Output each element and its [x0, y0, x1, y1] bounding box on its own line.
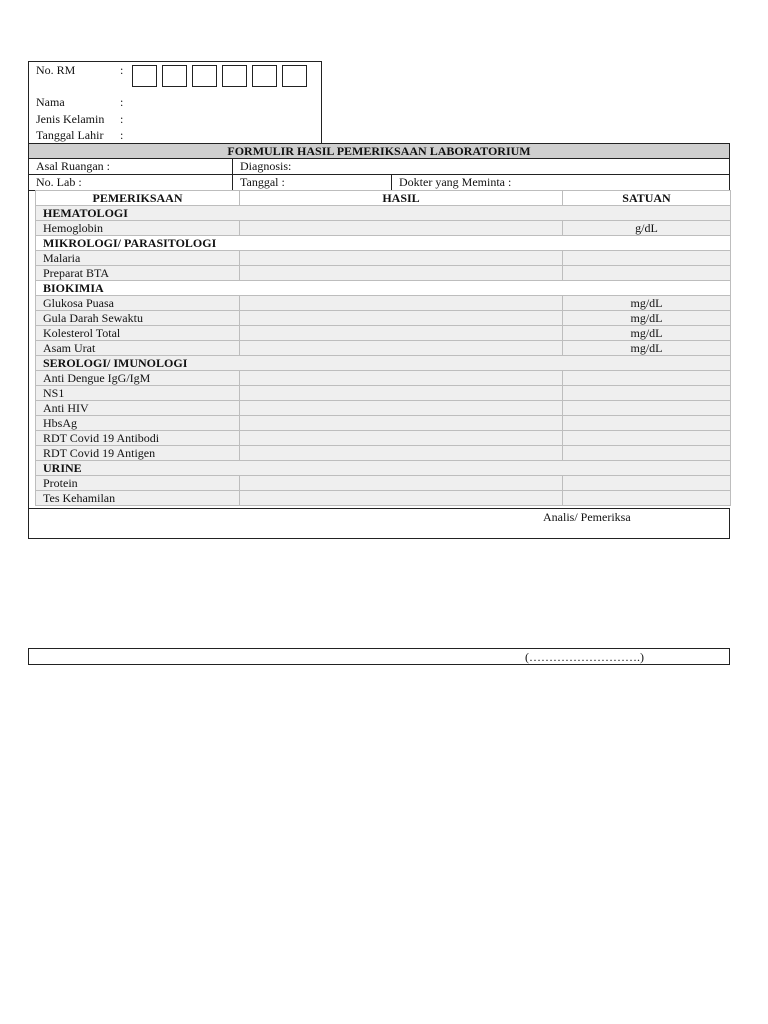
rm-digit-box-3[interactable]	[192, 65, 217, 87]
unit-cell: mg/dL	[563, 341, 731, 356]
rm-digit-box-2[interactable]	[162, 65, 187, 87]
header-hasil: HASIL	[240, 191, 563, 206]
test-row	[36, 416, 731, 431]
result-cell[interactable]	[240, 371, 563, 386]
test-name: Glukosa Puasa	[36, 296, 240, 311]
unit-cell	[563, 251, 731, 266]
test-row	[36, 296, 731, 311]
info-row-1	[28, 159, 730, 175]
asal-ruangan-field[interactable]: Asal Ruangan :	[36, 159, 110, 173]
test-name: Malaria	[36, 251, 240, 266]
test-row	[36, 341, 731, 356]
unit-cell	[563, 401, 731, 416]
test-row	[36, 431, 731, 446]
test-row	[36, 386, 731, 401]
table-left-border	[28, 190, 29, 508]
lab-results-table	[35, 190, 731, 506]
test-row	[36, 401, 731, 416]
section-label: SEROLOGI/ IMUNOLOGI	[36, 356, 731, 371]
rm-label: No. RM	[36, 63, 76, 77]
section-row	[36, 236, 731, 251]
unit-cell	[563, 386, 731, 401]
unit-cell	[563, 266, 731, 281]
result-cell[interactable]	[240, 416, 563, 431]
unit-cell: mg/dL	[563, 311, 731, 326]
test-name: Hemoglobin	[36, 221, 240, 236]
name-colon: :	[120, 95, 124, 109]
test-row	[36, 221, 731, 236]
table-header-row	[36, 191, 731, 206]
result-cell[interactable]	[240, 491, 563, 506]
rm-digit-box-4[interactable]	[222, 65, 247, 87]
result-cell[interactable]	[240, 431, 563, 446]
unit-cell	[563, 431, 731, 446]
test-name: NS1	[36, 386, 240, 401]
test-row	[36, 326, 731, 341]
test-row	[36, 266, 731, 281]
section-row	[36, 206, 731, 221]
unit-cell: mg/dL	[563, 326, 731, 341]
header-satuan: SATUAN	[563, 191, 731, 206]
test-row	[36, 491, 731, 506]
result-cell[interactable]	[240, 446, 563, 461]
test-row	[36, 371, 731, 386]
section-label: URINE	[36, 461, 731, 476]
test-name: Preparat BTA	[36, 266, 240, 281]
result-cell[interactable]	[240, 311, 563, 326]
section-row	[36, 281, 731, 296]
test-name: Kolesterol Total	[36, 326, 240, 341]
unit-cell	[563, 416, 731, 431]
result-cell[interactable]	[240, 251, 563, 266]
test-name: Tes Kehamilan	[36, 491, 240, 506]
result-cell[interactable]	[240, 221, 563, 236]
signature-name-box	[28, 648, 730, 665]
test-name: RDT Covid 19 Antibodi	[36, 431, 240, 446]
test-name: Gula Darah Sewaktu	[36, 311, 240, 326]
result-cell[interactable]	[240, 341, 563, 356]
unit-cell: g/dL	[563, 221, 731, 236]
result-cell[interactable]	[240, 296, 563, 311]
section-label: HEMATOLOGI	[36, 206, 731, 221]
unit-cell	[563, 371, 731, 386]
section-row	[36, 461, 731, 476]
unit-cell	[563, 446, 731, 461]
test-row	[36, 251, 731, 266]
signature-label: Analis/ Pemeriksa	[543, 510, 631, 524]
gender-colon: :	[120, 112, 124, 126]
dob-label: Tanggal Lahir	[36, 128, 104, 142]
rm-digit-box-1[interactable]	[132, 65, 157, 87]
diagnosis-field[interactable]: Diagnosis:	[232, 159, 729, 174]
test-row	[36, 311, 731, 326]
rm-digit-box-6[interactable]	[282, 65, 307, 87]
name-label: Nama	[36, 95, 65, 109]
info-row-2	[28, 175, 730, 191]
section-row	[36, 356, 731, 371]
rm-colon: :	[120, 63, 124, 77]
test-name: HbsAg	[36, 416, 240, 431]
dokter-field[interactable]: Dokter yang Meminta :	[391, 175, 729, 190]
test-name: Protein	[36, 476, 240, 491]
gender-label: Jenis Kelamin	[36, 112, 105, 126]
section-label: MIKROLOGI/ PARASITOLOGI	[36, 236, 731, 251]
test-name: RDT Covid 19 Antigen	[36, 446, 240, 461]
unit-cell	[563, 491, 731, 506]
unit-cell: mg/dL	[563, 296, 731, 311]
patient-info-box	[28, 61, 322, 143]
test-name: Anti Dengue IgG/IgM	[36, 371, 240, 386]
result-cell[interactable]	[240, 266, 563, 281]
test-row	[36, 476, 731, 491]
rm-digit-box-5[interactable]	[252, 65, 277, 87]
section-label: BIOKIMIA	[36, 281, 731, 296]
test-row	[36, 446, 731, 461]
unit-cell	[563, 476, 731, 491]
tanggal-field[interactable]: Tanggal :	[232, 175, 391, 190]
result-cell[interactable]	[240, 476, 563, 491]
result-cell[interactable]	[240, 401, 563, 416]
test-name: Asam Urat	[36, 341, 240, 356]
signature-name-placeholder[interactable]: (……………………….)	[525, 650, 644, 664]
dob-colon: :	[120, 128, 124, 142]
test-name: Anti HIV	[36, 401, 240, 416]
form-title: FORMULIR HASIL PEMERIKSAAN LABORATORIUM	[28, 143, 730, 159]
signature-box	[28, 508, 730, 539]
result-cell[interactable]	[240, 326, 563, 341]
header-pemeriksaan: PEMERIKSAAN	[36, 191, 240, 206]
result-cell[interactable]	[240, 386, 563, 401]
no-lab-field[interactable]: No. Lab :	[36, 175, 82, 189]
